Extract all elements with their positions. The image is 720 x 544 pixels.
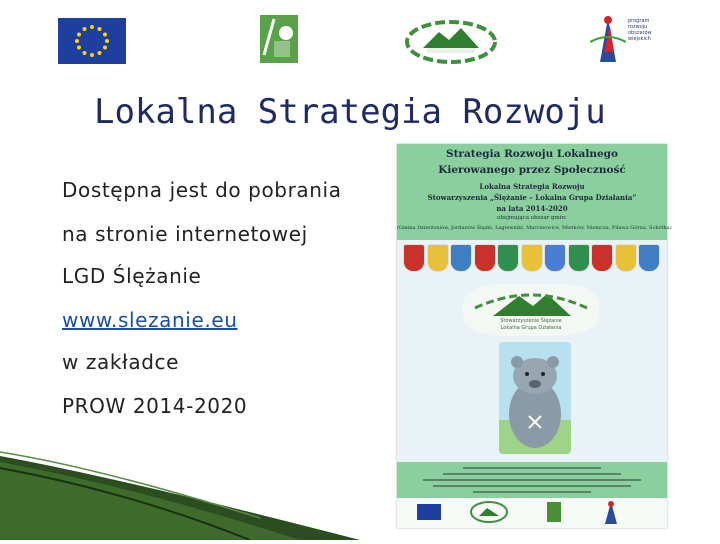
badge-label: Stowarzyszenie Ślężanie	[500, 318, 562, 324]
eu-stars-icon	[58, 18, 126, 64]
poster-footer-text	[403, 465, 661, 497]
body-line: PROW 2014-2020	[62, 394, 248, 418]
eu-flag-logo	[58, 18, 126, 64]
poster-subheading: obejmująca obszar gmin:	[497, 215, 567, 221]
badge-sublabel: Lokalna Grupa Działania	[500, 325, 562, 331]
coat-of-arms-icon	[521, 244, 543, 272]
swoosh-icon	[0, 448, 360, 540]
coat-of-arms-icon	[474, 244, 496, 272]
poster-subheading: Stowarzyszenia „Ślężanie – Lokalna Grupa Działania”	[427, 193, 637, 202]
slezanie-badge	[463, 284, 599, 336]
website-link[interactable]: www.slezanie.eu	[62, 308, 238, 332]
coat-of-arms-icon	[497, 244, 519, 272]
poster-footer	[397, 462, 667, 498]
decorative-swoosh	[0, 448, 360, 540]
poster-subheading: Lokalna Strategia Rozwoju	[479, 182, 585, 191]
prow-line: rozwoju	[628, 24, 648, 30]
prow-label	[628, 18, 652, 42]
flag-figure-icon	[590, 12, 626, 64]
poster-heading: Strategia Rozwoju Lokalnego	[445, 148, 619, 160]
body-line: Dostępna jest do pobrania	[62, 178, 342, 202]
bear-icon	[499, 342, 571, 454]
bear-mascot	[499, 342, 571, 454]
partner-logos	[397, 498, 667, 528]
coat-of-arms-icon	[403, 244, 425, 272]
coat-of-arms-icon	[568, 244, 590, 272]
footer-text-lines	[403, 465, 661, 495]
coat-of-arms-icon	[450, 244, 472, 272]
leader-logo	[260, 15, 298, 63]
poster-header	[397, 144, 672, 240]
prow-line: obszarów	[628, 30, 652, 36]
mountain-icon	[463, 288, 599, 318]
coat-of-arms-icon	[615, 244, 637, 272]
strategy-poster	[397, 144, 672, 528]
poster-gminy: (Gmina Dzierżoniów, Jordanów Śląski, Łagiewniki, Marcinowice, Mietków, Niemcza, Piława Górna, Sobótka)	[397, 225, 672, 231]
poster-logo-strip	[397, 498, 667, 528]
leaf-icon	[260, 15, 298, 63]
poster-heading: Kierowanego przez Społeczność	[438, 164, 626, 176]
coat-of-arms-icon	[544, 244, 566, 272]
body-line: na stronie internetowej	[62, 222, 308, 246]
lgd-slezanie-logo	[405, 18, 497, 64]
coat-of-arms-icon	[427, 244, 449, 272]
body-line: LGD Ślężanie	[62, 264, 202, 288]
coat-of-arms-row	[403, 244, 661, 272]
slide-title: Lokalna Strategia Rozwoju	[94, 92, 606, 132]
mountain-icon	[405, 18, 497, 64]
prow-line: program	[628, 18, 650, 24]
poster-subheading: na lata 2014-2020	[496, 204, 568, 213]
prow-line: wiejskich	[628, 36, 651, 42]
body-line: w zakładce	[62, 350, 179, 374]
coat-of-arms-icon	[591, 244, 613, 272]
coat-of-arms-icon	[638, 244, 660, 272]
prow-logo	[590, 12, 662, 64]
